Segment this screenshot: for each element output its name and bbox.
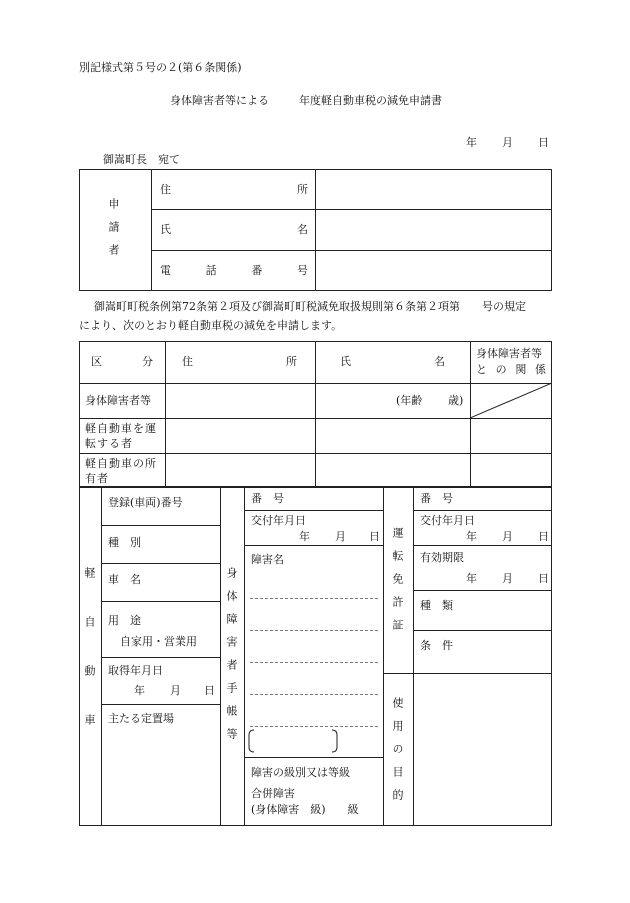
date-year: 年 [466,136,477,149]
usage-label: 用 途 [108,614,141,627]
validity-label: 有効期限 [420,551,464,564]
handbook-issue-year: 年 [299,530,310,543]
type-label: 種 別 [108,536,141,549]
age-prefix: (年齢 [396,394,423,407]
handbook-issue-month: 月 [335,530,346,543]
license-issue-label: 交付年月日 [420,514,475,527]
vehicle-side-label: 軽自動車 [83,567,96,763]
age-suffix: 歳) [448,394,464,407]
phone-label: 電 話 番 号 [160,264,308,277]
header-name: 氏 名 [340,355,445,368]
license-number-label: 番 号 [420,492,453,505]
model-label: 車 名 [108,573,141,586]
validity-year: 年 [466,572,477,585]
header-kubun: 区 分 [91,355,153,368]
title-suffix: 年度軽自動車税の減免申請書 [299,94,442,107]
location-label: 主たる定置場 [108,712,174,725]
validity-day: 日 [538,572,549,585]
addressee: 御嵩町長 宛て [103,153,180,166]
license-side-label: 運転免許証 [391,527,404,642]
license-issue-year: 年 [466,530,477,543]
handbook-side-label: 身体障害者手帳等 [225,567,238,751]
kind-label: 種 類 [420,599,453,612]
header-relation-line-1: 身体障害者等 [476,347,542,360]
combined-label: 合併障害 [251,787,295,800]
acquired-label: 取得年月日 [108,664,163,677]
date-month: 月 [502,136,513,149]
handbook-issue-label: 交付年月日 [251,514,306,527]
usage-options: 自家用・営業用 [120,635,197,648]
date-day: 日 [538,136,549,149]
grade-label: 障害の級別又は等級 [251,766,350,779]
applicant-label: 申請者 [107,198,120,267]
combined-detail: (身体障害 級) 級 [251,803,359,816]
license-issue-month: 月 [502,530,513,543]
conditions-label: 条 件 [420,639,453,652]
form-reference: 別記様式第５号の２(第６条関係) [79,61,242,74]
handbook-issue-day: 日 [369,530,380,543]
validity-month: 月 [502,572,513,585]
acquired-month: 月 [170,684,181,697]
disability-name-label: 障害名 [251,553,284,566]
row-owner-label-1: 軽自動車の所 [85,457,157,470]
row-owner-label-2: 有者 [85,472,109,485]
row-disabled-person-label: 身体障害者等 [85,394,151,407]
row-driver-label-1: 軽自動車を運 [85,422,157,435]
name-label: 氏 名 [160,223,308,236]
statement-line-1: 御嵩町町税条例第72条第２項及び御嵩町町税減免取扱規則第６条第２項第 号の規定 [94,300,526,313]
acquired-day: 日 [204,684,215,697]
header-address: 住 所 [182,355,297,368]
registration-label: 登録(車両)番号 [108,496,183,509]
address-label: 住 所 [160,183,308,196]
header-relation-line-2: と の 関 係 [476,363,546,376]
handbook-number-label: 番 号 [251,492,284,505]
statement-line-2: により、次のとおり軽自動車税の減免を申請します。 [79,319,343,332]
acquired-year: 年 [134,684,145,697]
bracket-input-icon [248,729,338,753]
row-driver-label-2: 転する者 [85,437,133,450]
license-issue-day: 日 [538,530,549,543]
purpose-side-label: 使用の目的 [391,697,404,812]
title-prefix: 身体障害者等による [170,94,269,107]
relation-not-applicable-slash [470,383,552,418]
